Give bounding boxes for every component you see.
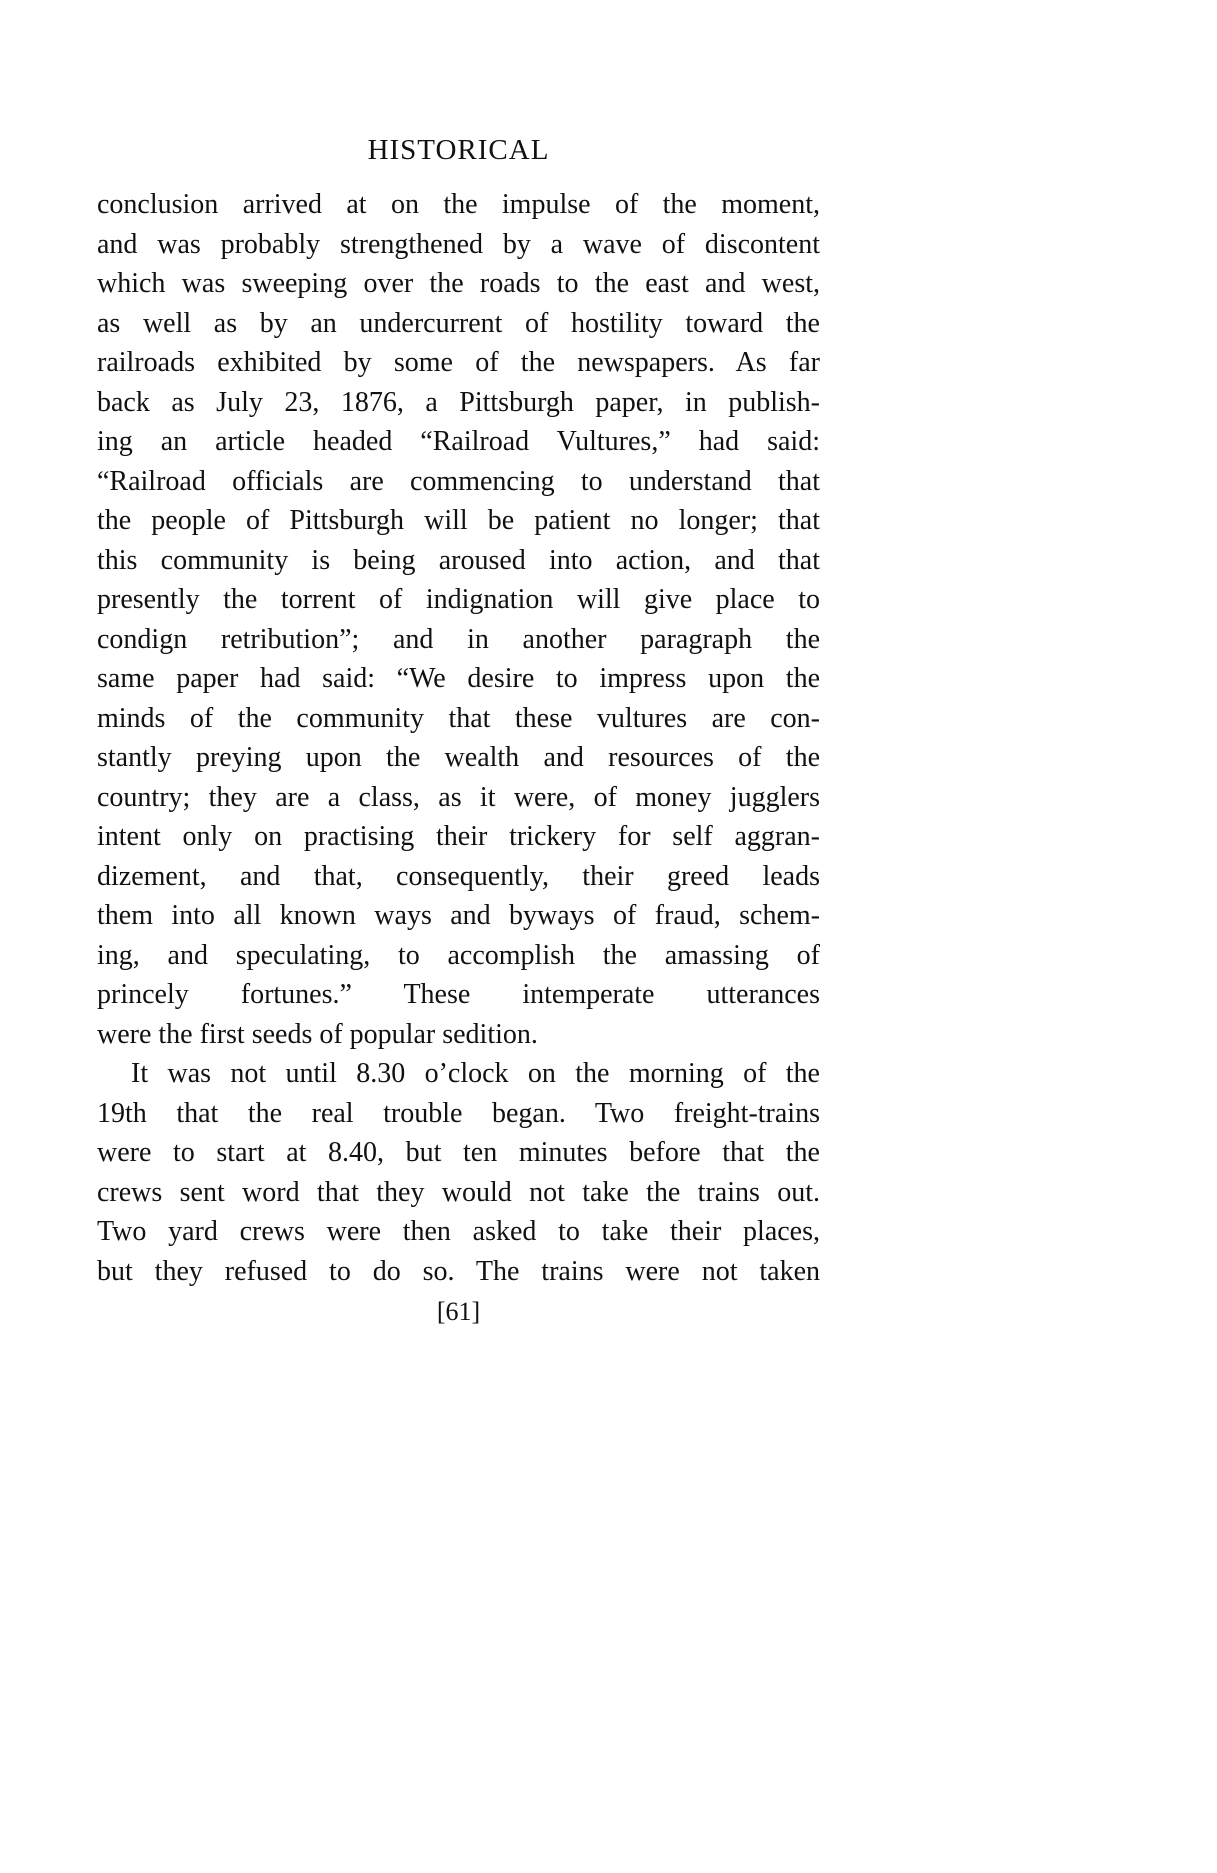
text-line: intent only on practising their trickery for self aggran- xyxy=(97,821,820,852)
text-line: were to start at 8.40, but ten minutes before that the xyxy=(97,1137,820,1168)
text-line: this community is being aroused into action, and that xyxy=(97,544,820,576)
text-line: ing, and speculating, to accomplish the amassing of xyxy=(97,939,820,971)
text-line: the people of Pittsburgh will be patient no longer; that xyxy=(97,505,820,536)
paragraph xyxy=(97,1054,820,1291)
text-line: presently the torrent of indignation will give place to xyxy=(97,584,820,615)
text-line: stantly preying upon the wealth and resources of the xyxy=(97,742,820,773)
text-line: ing an article headed “Railroad Vultures,” had said: xyxy=(97,426,820,457)
text-line: “Railroad officials are commencing to understand that xyxy=(97,465,820,497)
text-line: which was sweeping over the roads to the east and west, xyxy=(97,268,820,299)
running-head: HISTORICAL xyxy=(367,134,550,166)
page-number: [61] xyxy=(436,1297,481,1326)
text-line: condign retribution”; and in another paragraph the xyxy=(97,623,820,655)
text-line: but they refused to do so. The trains were not taken xyxy=(97,1255,820,1287)
text-line: same paper had said: “We desire to impress upon the xyxy=(97,663,820,694)
text-line: country; they are a class, as it were, of money jugglers xyxy=(97,781,820,813)
body-text xyxy=(97,185,820,1291)
text-line: dizement, and that, consequently, their greed leads xyxy=(97,860,820,892)
text-line: Two yard crews were then asked to take their places, xyxy=(97,1216,820,1247)
text-line: crews sent word that they would not take the trains out. xyxy=(97,1176,820,1208)
text-line: were the first seeds of popular sedition. xyxy=(97,1018,538,1050)
paragraph xyxy=(97,185,820,1054)
text-line: It was not until 8.30 o’clock on the morning of the xyxy=(131,1058,820,1089)
text-line: as well as by an undercurrent of hostility toward the xyxy=(97,307,820,339)
text-line: railroads exhibited by some of the newspapers. As far xyxy=(97,347,820,378)
text-line: them into all known ways and byways of fraud, schem- xyxy=(97,900,820,931)
text-line: conclusion arrived at on the impulse of the moment, xyxy=(97,189,820,220)
text-line: princely fortunes.” These intemperate utterances xyxy=(97,979,820,1010)
text-line: back as July 23, 1876, a Pittsburgh paper, in publish- xyxy=(97,386,820,418)
text-line: minds of the community that these vultures are con- xyxy=(97,702,820,734)
text-line: and was probably strengthened by a wave of discontent xyxy=(97,228,820,260)
text-line: 19th that the real trouble began. Two freight-trains xyxy=(97,1097,820,1129)
